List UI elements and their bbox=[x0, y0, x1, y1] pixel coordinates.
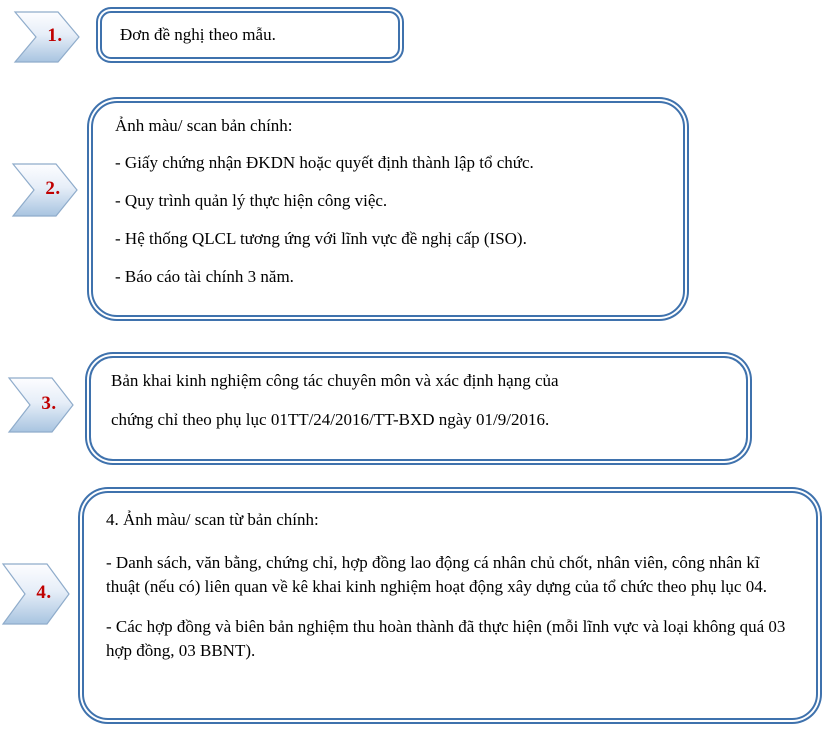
step-marker-1-number: 1. bbox=[47, 25, 63, 46]
step-marker-4-number: 4. bbox=[36, 582, 52, 603]
step-marker-3-number: 3. bbox=[41, 393, 57, 414]
step-1-line-1: Đơn đề nghị theo mẫu. bbox=[120, 25, 276, 44]
step-marker-4[interactable] bbox=[2, 563, 70, 625]
step-4-line-3: - Các hợp đồng và biên bản nghiệm thu hoàn thành đã thực hiện (mỗi lĩnh vực và loại không quá 03 hợp đồng, 03 BBNT). bbox=[106, 617, 786, 661]
step-marker-3[interactable] bbox=[8, 377, 74, 433]
step-2-line-4: - Hệ thống QLCL tương ứng với lĩnh vực đề nghị cấp (ISO). bbox=[115, 229, 527, 248]
step-marker-2[interactable] bbox=[12, 163, 78, 217]
chevron-arrow-icon bbox=[2, 563, 70, 625]
chevron-arrow-icon bbox=[14, 11, 80, 63]
step-box-1 bbox=[100, 11, 400, 59]
step-2-line-1: Ảnh màu/ scan bản chính: bbox=[115, 116, 293, 135]
chevron-arrow-icon bbox=[8, 377, 74, 433]
step-box-3 bbox=[89, 356, 748, 461]
step-2-line-3: - Quy trình quản lý thực hiện công việc. bbox=[115, 191, 388, 210]
chevron-arrow-icon bbox=[12, 163, 78, 217]
step-box-4-content bbox=[84, 493, 816, 718]
step-box-2-content bbox=[93, 103, 683, 315]
step-3-line-2: chứng chỉ theo phụ lục 01TT/24/2016/TT-BXD ngày 01/9/2016. bbox=[111, 410, 550, 429]
step-4-line-1: 4. Ảnh màu/ scan từ bản chính: bbox=[106, 510, 319, 529]
step-marker-2-number: 2. bbox=[45, 178, 61, 199]
step-4-line-2: - Danh sách, văn bằng, chứng chỉ, hợp đồng lao động cá nhân chủ chốt, nhân viên, công nhân kĩ thuật (nếu có) liên quan về kê khai kinh nghiệm hoạt động xây dựng của tổ chức theo phụ lục 04. bbox=[106, 552, 767, 596]
step-3-line-1: Bản khai kinh nghiệm công tác chuyên môn và xác định hạng của bbox=[111, 371, 559, 390]
step-2-line-5: - Báo cáo tài chính 3 năm. bbox=[115, 267, 294, 286]
step-box-2 bbox=[91, 101, 685, 317]
step-box-3-content bbox=[91, 358, 746, 459]
step-2-line-2: - Giấy chứng nhận ĐKDN hoặc quyết định thành lập tổ chức. bbox=[115, 153, 534, 172]
step-box-1-content bbox=[102, 13, 398, 57]
step-marker-1[interactable] bbox=[14, 11, 80, 63]
step-box-4 bbox=[82, 491, 818, 720]
